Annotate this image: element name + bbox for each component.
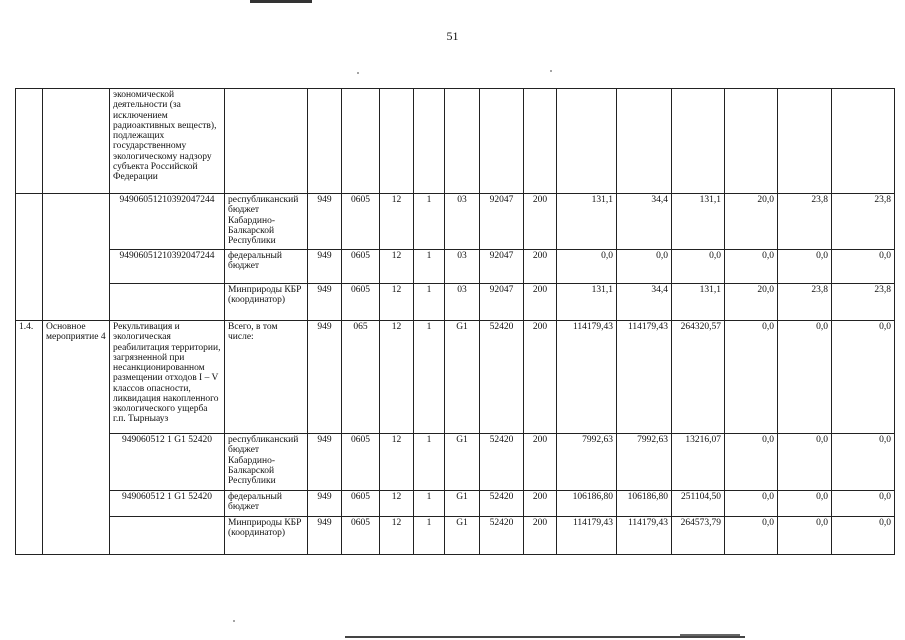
- cell-value: 1: [414, 194, 445, 250]
- cell-value: 949: [308, 284, 342, 321]
- cell-value: 131,1: [557, 194, 617, 250]
- cell-source: Всего, в том числе:: [225, 321, 308, 434]
- cell-value: 106186,80: [617, 491, 672, 517]
- cell-value: [480, 89, 524, 194]
- cell-name: Рекультивация и экологическая реабилитация территории, загрязненной при несанкционированном размещении отходов I – V классов опасности, ликвидация накопленного экологического ущерба г.п. Тырныауз: [110, 321, 225, 434]
- cell-value: 0,0: [778, 434, 832, 491]
- cell-value: 065: [342, 321, 380, 434]
- cell-value: 0,0: [832, 434, 895, 491]
- cell-value: 0605: [342, 284, 380, 321]
- cell-value: 7992,63: [617, 434, 672, 491]
- table-row: [16, 434, 895, 491]
- table-row: [16, 517, 895, 555]
- cell-value: 200: [524, 250, 557, 284]
- cell-name: 949060512 1 G1 52420: [110, 434, 225, 491]
- cell-value: 0,0: [725, 434, 778, 491]
- scan-artifact-bottom: [345, 636, 745, 638]
- cell-source: федеральный бюджет: [225, 250, 308, 284]
- cell-value: 34,4: [617, 284, 672, 321]
- cell-value: 0605: [342, 194, 380, 250]
- cell-number: [16, 194, 43, 321]
- cell-name: [110, 284, 225, 321]
- cell-source: Минприроды КБР (координатор): [225, 517, 308, 555]
- scan-artifact-top: [250, 0, 312, 3]
- cell-number: [16, 89, 43, 194]
- table-row: [16, 250, 895, 284]
- cell-value: 114179,43: [617, 517, 672, 555]
- cell-name: [110, 517, 225, 555]
- cell-value: 0,0: [832, 517, 895, 555]
- cell-value: G1: [445, 321, 480, 434]
- cell-value: 0,0: [725, 491, 778, 517]
- cell-value: 34,4: [617, 194, 672, 250]
- cell-name: экономической деятельности (за исключением радиоактивных веществ), подлежащих государственному экологическому надзору субъекта Российской Федерации: [110, 89, 225, 194]
- cell-value: 03: [445, 284, 480, 321]
- cell-value: G1: [445, 434, 480, 491]
- cell-value: 0,0: [617, 250, 672, 284]
- cell-status: Основное мероприятие 4: [43, 321, 110, 555]
- cell-value: 0,0: [672, 250, 725, 284]
- cell-value: 0,0: [725, 250, 778, 284]
- cell-value: 949: [308, 194, 342, 250]
- cell-value: 12: [380, 491, 414, 517]
- cell-value: 23,8: [778, 284, 832, 321]
- cell-value: 0,0: [832, 491, 895, 517]
- cell-value: 0605: [342, 434, 380, 491]
- cell-value: [308, 89, 342, 194]
- cell-value: 0,0: [778, 517, 832, 555]
- cell-value: 03: [445, 250, 480, 284]
- cell-value: 200: [524, 517, 557, 555]
- cell-value: [617, 89, 672, 194]
- cell-value: 0,0: [832, 250, 895, 284]
- cell-value: 0,0: [832, 321, 895, 434]
- cell-value: 1: [414, 250, 445, 284]
- cell-value: 949: [308, 491, 342, 517]
- cell-value: 23,8: [832, 284, 895, 321]
- cell-value: 12: [380, 250, 414, 284]
- cell-value: 52420: [480, 434, 524, 491]
- cell-value: 114179,43: [557, 517, 617, 555]
- table-row: [16, 284, 895, 321]
- cell-value: 0605: [342, 491, 380, 517]
- table-row: [16, 89, 895, 194]
- cell-value: 251104,50: [672, 491, 725, 517]
- cell-value: 1: [414, 284, 445, 321]
- scan-speck: [357, 72, 359, 74]
- cell-value: 0,0: [725, 517, 778, 555]
- cell-value: 20,0: [725, 194, 778, 250]
- scan-artifact-bottom-2: [680, 634, 740, 636]
- cell-value: 114179,43: [557, 321, 617, 434]
- cell-value: 0,0: [557, 250, 617, 284]
- scan-speck: [550, 70, 552, 72]
- cell-status: [43, 89, 110, 194]
- cell-value: [414, 89, 445, 194]
- cell-value: G1: [445, 491, 480, 517]
- scan-speck: [233, 620, 235, 622]
- cell-status: [43, 194, 110, 321]
- cell-value: 131,1: [672, 284, 725, 321]
- cell-value: 200: [524, 321, 557, 434]
- cell-value: [380, 89, 414, 194]
- cell-value: 0,0: [778, 250, 832, 284]
- cell-value: 0,0: [725, 321, 778, 434]
- cell-value: 52420: [480, 321, 524, 434]
- cell-value: 200: [524, 194, 557, 250]
- cell-value: 264320,57: [672, 321, 725, 434]
- cell-value: 131,1: [672, 194, 725, 250]
- cell-source: федеральный бюджет: [225, 491, 308, 517]
- cell-value: 12: [380, 517, 414, 555]
- cell-value: 23,8: [778, 194, 832, 250]
- cell-value: 92047: [480, 194, 524, 250]
- cell-value: 13216,07: [672, 434, 725, 491]
- cell-value: [557, 89, 617, 194]
- cell-value: 264573,79: [672, 517, 725, 555]
- cell-value: 114179,43: [617, 321, 672, 434]
- cell-name: 94906051210392047244: [110, 194, 225, 250]
- cell-value: 106186,80: [557, 491, 617, 517]
- cell-value: 03: [445, 194, 480, 250]
- cell-value: 12: [380, 321, 414, 434]
- cell-value: 200: [524, 434, 557, 491]
- cell-name: 94906051210392047244: [110, 250, 225, 284]
- cell-value: 12: [380, 284, 414, 321]
- cell-value: 949: [308, 321, 342, 434]
- cell-value: [524, 89, 557, 194]
- cell-value: 200: [524, 284, 557, 321]
- cell-value: 52420: [480, 491, 524, 517]
- cell-value: 949: [308, 517, 342, 555]
- cell-value: 131,1: [557, 284, 617, 321]
- cell-value: 92047: [480, 284, 524, 321]
- cell-value: 0,0: [778, 321, 832, 434]
- cell-value: 1: [414, 321, 445, 434]
- cell-source: республиканский бюджет Кабардино-Балкарской Республики: [225, 434, 308, 491]
- cell-value: 1: [414, 491, 445, 517]
- cell-value: 52420: [480, 517, 524, 555]
- cell-value: 0605: [342, 517, 380, 555]
- cell-value: 200: [524, 491, 557, 517]
- budget-table: [15, 88, 895, 555]
- cell-value: 12: [380, 434, 414, 491]
- cell-number: 1.4.: [16, 321, 43, 555]
- cell-value: 0,0: [778, 491, 832, 517]
- cell-value: 1: [414, 517, 445, 555]
- cell-name: 949060512 1 G1 52420: [110, 491, 225, 517]
- cell-value: 949: [308, 250, 342, 284]
- cell-value: [832, 89, 895, 194]
- cell-value: 949: [308, 434, 342, 491]
- cell-value: [725, 89, 778, 194]
- cell-value: 7992,63: [557, 434, 617, 491]
- cell-value: 23,8: [832, 194, 895, 250]
- cell-source: [225, 89, 308, 194]
- cell-source: республиканский бюджет Кабардино-Балкарской Республики: [225, 194, 308, 250]
- cell-value: [778, 89, 832, 194]
- table-row: [16, 491, 895, 517]
- cell-value: 1: [414, 434, 445, 491]
- table-row: [16, 194, 895, 250]
- cell-value: 12: [380, 194, 414, 250]
- cell-value: 20,0: [725, 284, 778, 321]
- cell-value: [672, 89, 725, 194]
- page-number: 51: [446, 29, 459, 43]
- cell-value: G1: [445, 517, 480, 555]
- cell-source: Минприроды КБР (координатор): [225, 284, 308, 321]
- cell-value: 92047: [480, 250, 524, 284]
- table-row: [16, 321, 895, 434]
- cell-value: 0605: [342, 250, 380, 284]
- cell-value: [342, 89, 380, 194]
- cell-value: [445, 89, 480, 194]
